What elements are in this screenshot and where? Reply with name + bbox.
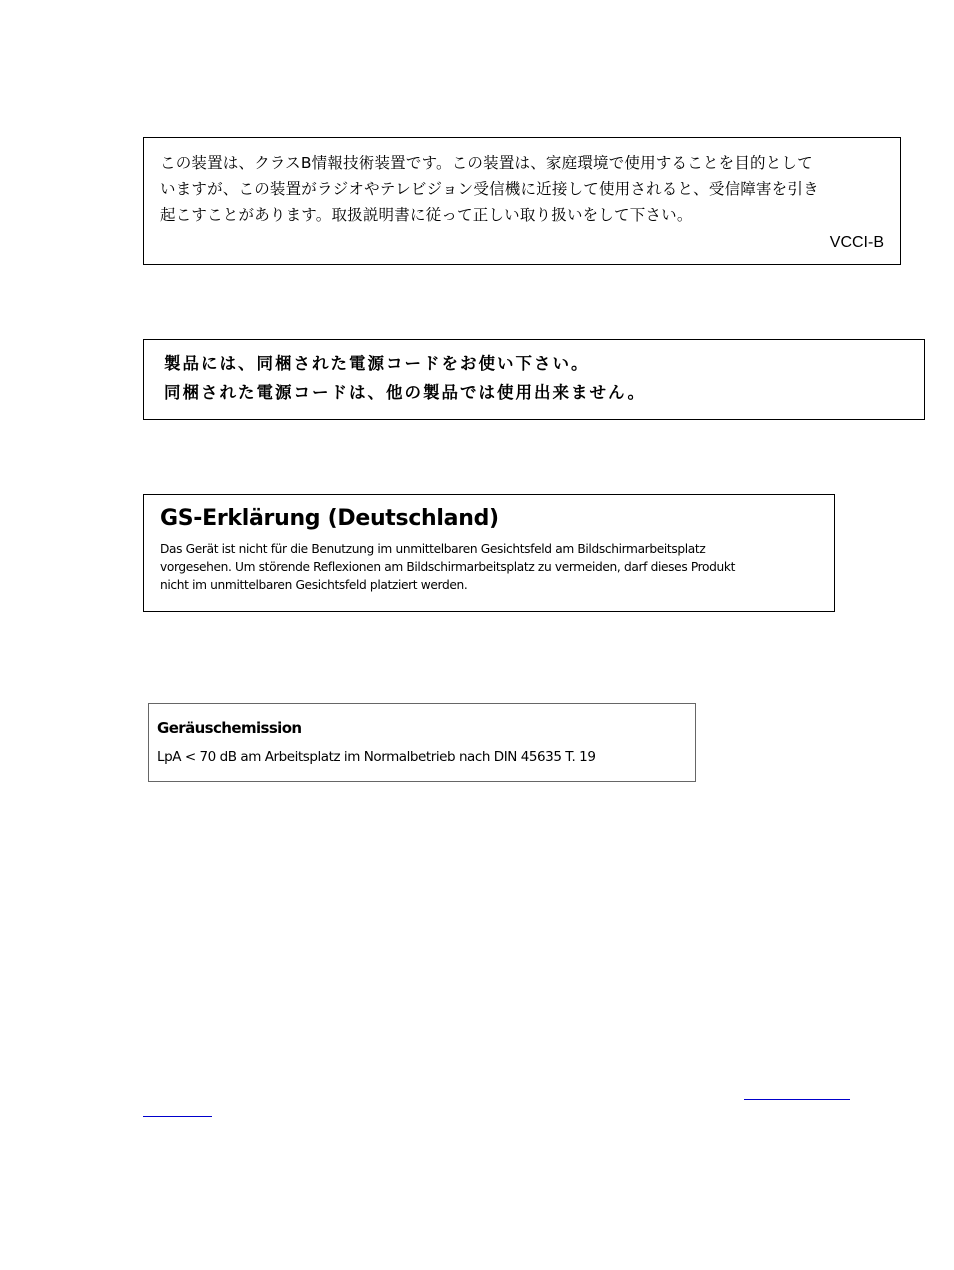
vcci-notice-text: この装置は、クラスB情報技術装置です。この装置は、家庭環境で使用することを目的として いますが、この装置がラジオやテレビジョン受信機に近接して使用されると、受信障害を引き 起こすことがあります。取扱説明書に従って正しい取り扱いをして下さい。 (160, 154, 819, 224)
power-cord-notice-box (143, 339, 925, 420)
gs-declaration-text: Das Gerät ist nicht für die Benutzung im unmittelbaren Gesichtsfeld am Bildschirmarbeitsplatz vorgesehen. Um störende Reflexionen am Bildschirmarbeitsplatz zu vermeiden, darf dieses Produkt nicht im unmittelbaren Gesichtsfeld platziert werden. (160, 542, 736, 592)
noise-emission-box (148, 703, 696, 782)
power-cord-notice-line-1: 製品には、同梱された電源コードをお使い下さい。 (164, 354, 590, 373)
link-underline[interactable] (744, 1099, 850, 1100)
power-cord-notice-line-2: 同梱された電源コードは、他の製品では使用出来ません。 (164, 383, 646, 402)
noise-emission-title: Geräuschemission (157, 719, 302, 737)
gs-declaration-title: GS-Erklärung (Deutschland) (160, 506, 499, 531)
vcci-code-label: VCCI-B (829, 234, 884, 251)
noise-emission-text: LpA < 70 dB am Arbeitsplatz im Normalbetrieb nach DIN 45635 T. 19 (157, 749, 596, 765)
gs-declaration-box (143, 494, 835, 612)
link-underline-continued[interactable] (143, 1116, 212, 1117)
vcci-notice-box (143, 137, 901, 265)
